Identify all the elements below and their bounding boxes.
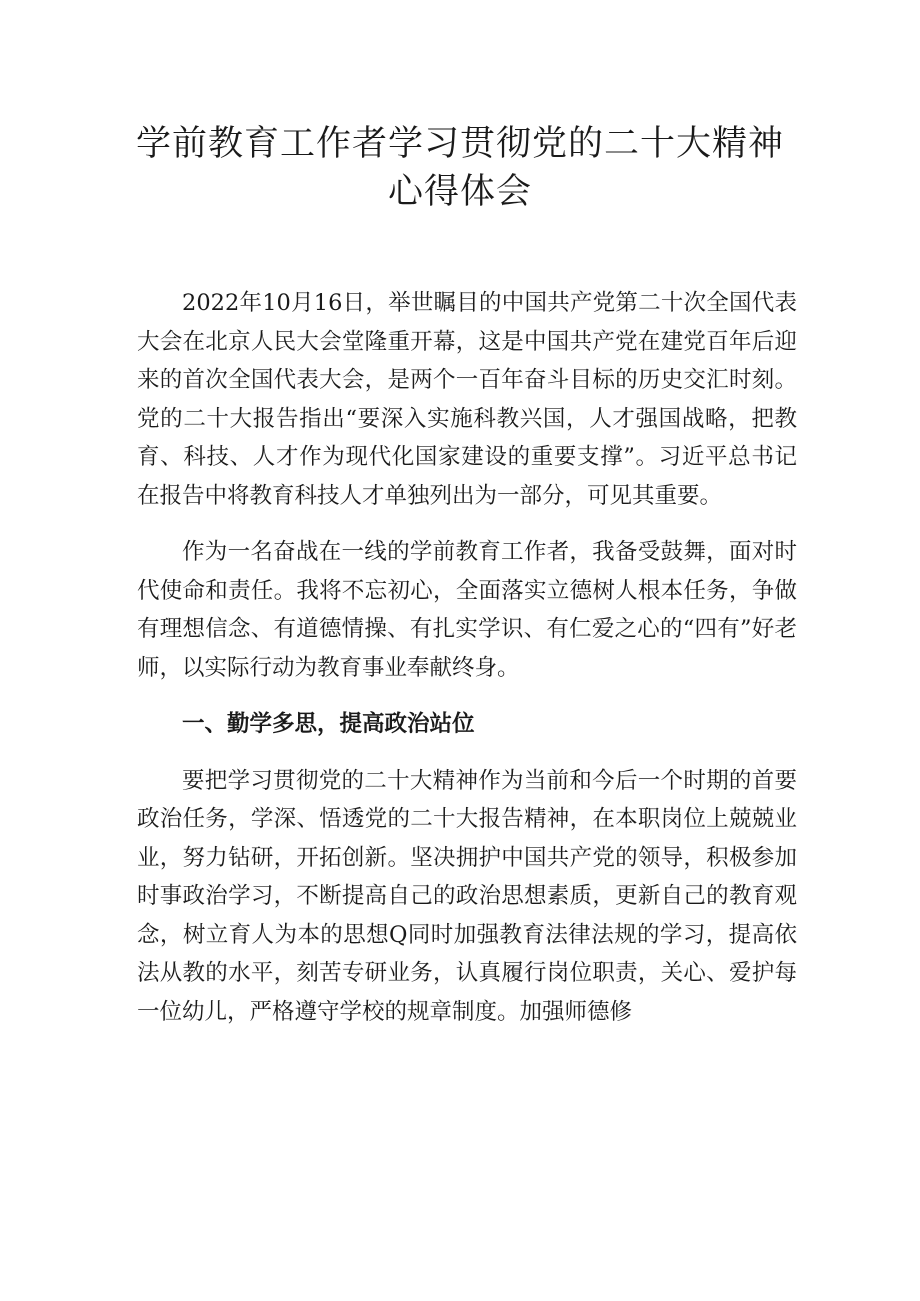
paragraph-intro: 2022年10月16日，举世瞩目的中国共产党第二十次全国代表大会在北京人民大会堂隆重开幕，这是中国共产党在建党百年后迎来的首次全国代表大会，是两个一百年奋斗目标的历史交汇时刻。党的二十大报告指出“要深入实施科教兴国，人才强国战略，把教育、科技、人才作为现代化国家建设的重要支撑”。习近平总书记在报告中将教育科技人才单独列出为一部分，可见其重要。 (137, 290, 797, 509)
document-title-line1: 学前教育工作者学习贯彻党的二十大精神 (135, 124, 784, 164)
paragraph-commitment: 作为一名奋战在一线的学前教育工作者，我备受鼓舞，面对时代使命和责任。我将不忘初心，全面落实立德树人根本任务，争做有理想信念、有道德情操、有扎实学识、有仁爱之心的“四有”好老师，以实际行动为教育事业奉献终身。 (137, 539, 797, 681)
paragraph-section-one: 要把学习贯彻党的二十大精神作为当前和今后一个时期的首要政治任务，学深、悟透党的二十大报告精神，在本职岗位上兢兢业业，努力钻研，开拓创新。坚决拥护中国共产党的领导，积极参加时事政治学习，不断提高自己的政治思想素质，更新自己的教育观念，树立育人为本的思想Q同时加强教育法律法规的学习，提高依法从教的水平，刻苦专研业务，认真履行岗位职责，关心、爱护每一位幼儿，严格遵守学校的规章制度。加强师德修 (137, 767, 797, 1025)
document-title-line2: 心得体会 (387, 172, 532, 212)
document-body (137, 284, 797, 1049)
section-heading: 一、勤学多思，提高政治站位 (182, 711, 475, 737)
